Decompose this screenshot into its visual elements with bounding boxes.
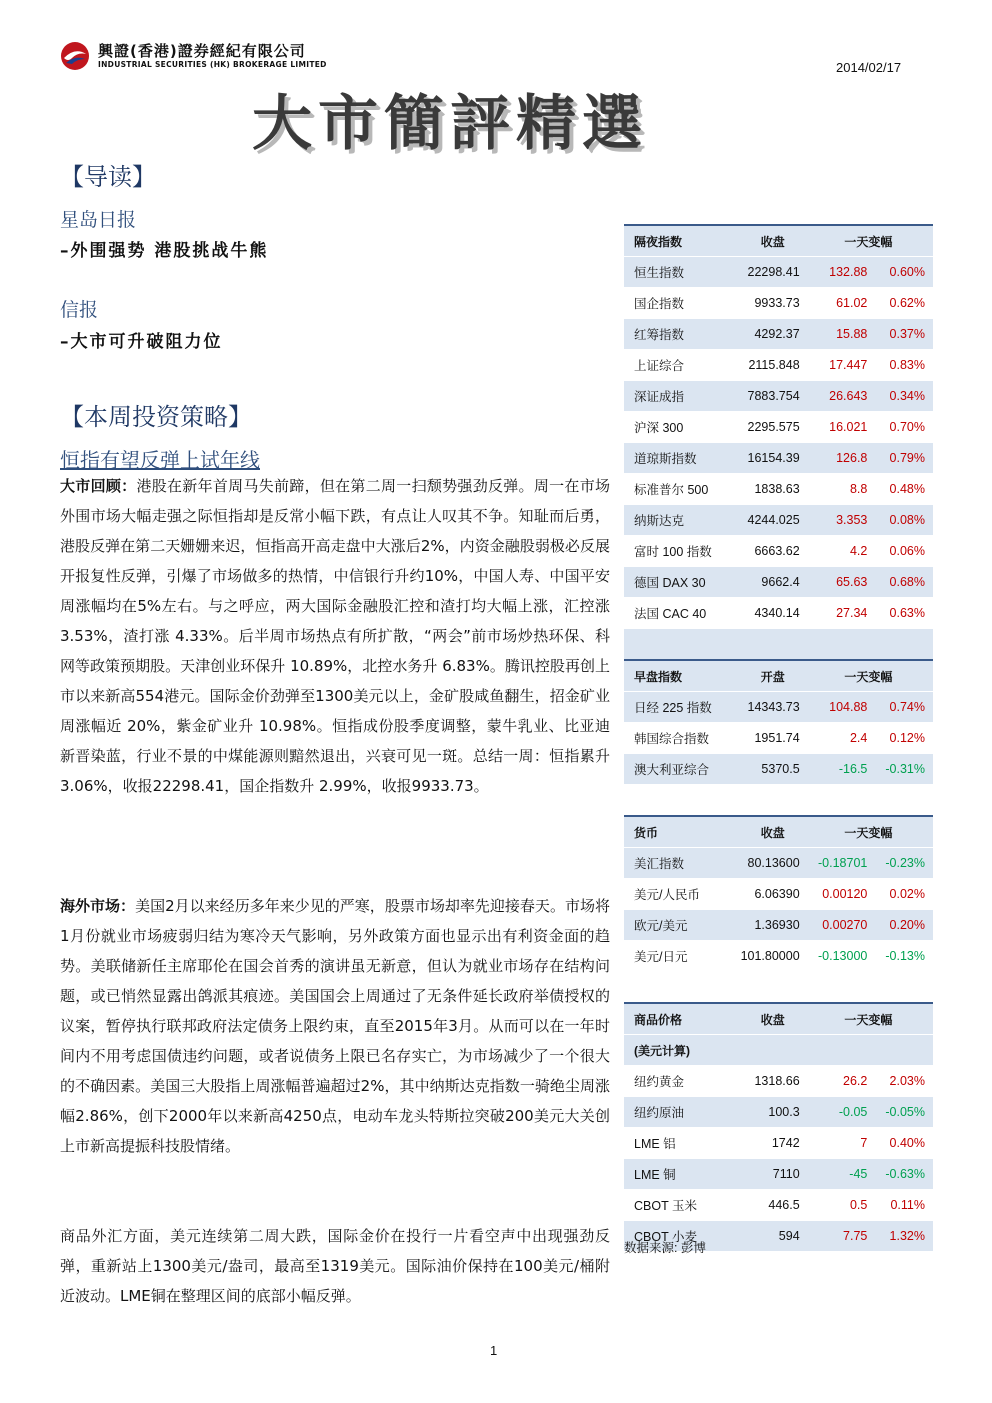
table-row [624, 910, 933, 941]
row-name: 欧元/美元 [624, 910, 736, 941]
table-header-value: 收盘 [736, 1003, 810, 1035]
row-value: 2115.848 [736, 350, 810, 381]
table-row [624, 536, 933, 567]
row-name: 德国 DAX 30 [624, 567, 736, 598]
table-row [624, 941, 933, 972]
table-header-name: 商品价格 [624, 1003, 736, 1035]
row-change: 3.353 [810, 505, 874, 536]
table-header-name: 货币 [624, 816, 736, 848]
row-change-pct: -0.13% [873, 941, 933, 972]
row-value: 446.5 [736, 1190, 810, 1221]
row-name: 富时 100 指数 [624, 536, 736, 567]
table-row [624, 412, 933, 443]
page-title: 大市簡評精選 [252, 89, 648, 159]
row-name: 道琼斯指数 [624, 443, 736, 474]
row-change-pct: 0.48% [873, 474, 933, 505]
row-name: 美元/人民币 [624, 879, 736, 910]
row-name: 恒生指数 [624, 257, 736, 288]
table-header-change: 一天变幅 [810, 816, 933, 848]
row-value: 5370.5 [736, 754, 810, 785]
row-change-pct: 0.02% [873, 879, 933, 910]
row-name: 韩国综合指数 [624, 723, 736, 754]
row-value: 16154.39 [736, 443, 810, 474]
guide-headline-2: –大市可升破阻力位 [60, 332, 223, 352]
row-name: LME 铜 [624, 1159, 736, 1190]
page-number: 1 [490, 1343, 498, 1358]
row-value: 80.13600 [736, 848, 810, 879]
row-change-pct: 0.74% [873, 692, 933, 723]
row-value: 1951.74 [736, 723, 810, 754]
table-subheader: (美元计算) [624, 1035, 933, 1066]
row-change-pct: 0.06% [873, 536, 933, 567]
table-row [624, 692, 933, 723]
row-name: 标准普尔 500 [624, 474, 736, 505]
row-change-pct: 0.79% [873, 443, 933, 474]
row-value: 594 [736, 1221, 810, 1252]
row-value: 100.3 [736, 1097, 810, 1128]
row-value: 101.80000 [736, 941, 810, 972]
row-change: 61.02 [810, 288, 874, 319]
row-name: 上证综合 [624, 350, 736, 381]
table-header-change: 一天变幅 [810, 225, 933, 257]
row-change: 8.8 [810, 474, 874, 505]
row-change: -0.05 [810, 1097, 874, 1128]
row-change: -16.5 [810, 754, 874, 785]
row-change-pct: 0.11% [873, 1190, 933, 1221]
row-change-pct: -0.63% [873, 1159, 933, 1190]
table-header-row [624, 660, 933, 692]
row-change-pct: 0.20% [873, 910, 933, 941]
row-change: 15.88 [810, 319, 874, 350]
table-header-value: 开盘 [736, 660, 810, 692]
table-row [624, 879, 933, 910]
row-name: 纳斯达克 [624, 505, 736, 536]
row-change: 126.8 [810, 443, 874, 474]
overseas-market-label: 海外市场： [60, 897, 136, 915]
commodity-fx-paragraph [60, 1221, 610, 1311]
overseas-market-text: 美国2月以来经历多年来少见的严寒，股票市场却率先迎接春天。市场将1月份就业市场疲弱归结为寒冷天气影响，另外政策方面也显示出有利资金面的趋势。美联储新任主席耶伦在国会首秀的演讲虽无新意，但认为就业市场存在结构问题，或已悄然显露出鸽派其痕迹。美国国会上周通过了无条件延长政府举债授权的议案，暂停执行联邦政府法定债务上限约束，直至2015年3月。从而可以在一年时间内不用考虑国债违约问题，或者说债务上限已名存实亡，为市场减少了一个很大的不确因素。美国三大股指上周涨幅普遍超过2%，其中纳斯达克指数一骑绝尘周涨幅2.86%，创下2000年以来新高4250点，电动车龙头特斯拉突破200美元大关创上市新高提振科技股情绪。 [60, 897, 610, 1155]
table-row [624, 848, 933, 879]
row-value: 6663.62 [736, 536, 810, 567]
table-row [624, 288, 933, 319]
table-header-row [624, 816, 933, 848]
row-change-pct: 0.12% [873, 723, 933, 754]
row-change-pct: 0.63% [873, 598, 933, 629]
table-row [624, 1190, 933, 1221]
table-spacer [624, 972, 933, 1004]
row-change: 27.34 [810, 598, 874, 629]
table-subheader-row [624, 1035, 933, 1066]
row-change: 16.021 [810, 412, 874, 443]
row-value: 9662.4 [736, 567, 810, 598]
row-value: 7110 [736, 1159, 810, 1190]
row-name: 日经 225 指数 [624, 692, 736, 723]
row-change: 132.88 [810, 257, 874, 288]
table-spacer [624, 629, 933, 661]
guide-source-1: 星岛日报 [60, 209, 137, 231]
row-value: 2295.575 [736, 412, 810, 443]
row-change: 104.88 [810, 692, 874, 723]
row-change: 7.75 [810, 1221, 874, 1252]
table-row [624, 723, 933, 754]
market-review-paragraph [60, 471, 610, 801]
market-data-table [624, 224, 933, 1252]
row-change: 26.2 [810, 1066, 874, 1097]
row-name: CBOT 玉米 [624, 1190, 736, 1221]
row-change-pct: 0.62% [873, 288, 933, 319]
strategy-subhead: 恒指有望反弹上试年线 [60, 448, 260, 472]
table-row [624, 257, 933, 288]
market-review-label: 大市回顾： [60, 477, 137, 495]
table-row [624, 443, 933, 474]
company-name-cn: 興證(香港)證券經紀有限公司 [98, 42, 306, 60]
table-header-row [624, 1003, 933, 1035]
row-value: 22298.41 [736, 257, 810, 288]
row-change-pct: 0.83% [873, 350, 933, 381]
row-change-pct: -0.23% [873, 848, 933, 879]
row-value: 1838.63 [736, 474, 810, 505]
row-value: 9933.73 [736, 288, 810, 319]
row-change-pct: -0.05% [873, 1097, 933, 1128]
table-row [624, 474, 933, 505]
row-change-pct: 2.03% [873, 1066, 933, 1097]
table-row [624, 505, 933, 536]
row-change: -0.18701 [810, 848, 874, 879]
row-name: 深证成指 [624, 381, 736, 412]
row-name: 纽约原油 [624, 1097, 736, 1128]
row-change-pct: 0.40% [873, 1128, 933, 1159]
row-name: 沪深 300 [624, 412, 736, 443]
table-header-row [624, 225, 933, 257]
row-change: 17.447 [810, 350, 874, 381]
row-change-pct: 0.70% [873, 412, 933, 443]
row-change: 0.5 [810, 1190, 874, 1221]
table-header-value: 收盘 [736, 225, 810, 257]
data-source: 数据来源: 彭博 [624, 1241, 706, 1255]
row-value: 14343.73 [736, 692, 810, 723]
table-row [624, 754, 933, 785]
row-value: 1742 [736, 1128, 810, 1159]
row-value: 4292.37 [736, 319, 810, 350]
row-name: LME 铝 [624, 1128, 736, 1159]
row-value: 1.36930 [736, 910, 810, 941]
row-change: 4.2 [810, 536, 874, 567]
guide-source-2: 信报 [60, 299, 99, 321]
table-header-change: 一天变幅 [810, 660, 933, 692]
row-name: 红筹指数 [624, 319, 736, 350]
table-row [624, 350, 933, 381]
table-row [624, 1128, 933, 1159]
row-name: CBOT 小麦 [624, 1221, 736, 1252]
company-name-en: INDUSTRIAL SECURITIES (HK) BROKERAGE LIMITED [98, 60, 327, 69]
commodity-fx-text: 商品外汇方面，美元连续第二周大跌，国际金价在投行一片看空声中出现强劲反弹，重新站上1300美元/盎司，最高至1319美元。国际油价保持在100美元/桶附近波动。LME铜在整理区间的底部小幅反弹。 [60, 1227, 610, 1305]
row-change: 2.4 [810, 723, 874, 754]
row-value: 7883.754 [736, 381, 810, 412]
row-name: 澳大利亚综合 [624, 754, 736, 785]
table-row [624, 319, 933, 350]
row-change: -45 [810, 1159, 874, 1190]
row-value: 4244.025 [736, 505, 810, 536]
row-change: 65.63 [810, 567, 874, 598]
table-header-name: 早盘指数 [624, 660, 736, 692]
guide-headline-1: –外围强势 港股挑战牛熊 [60, 241, 269, 261]
table-header-name: 隔夜指数 [624, 225, 736, 257]
market-review-text: 港股在新年首周马失前蹄，但在第二周一扫颓势强劲反弹。周一在市场外围市场大幅走强之际恒指却是反常小幅下跌，有点让人叹其不争。知耻而后勇，港股反弹在第二天姗姗来迟，恒指高开高走盘中大涨后2%，内资金融股弱极必反展开报复性反弹，引爆了市场做多的热情，中信银行升约10%，中国人寿、中国平安周涨幅均在5%左右。与之呼应，两大国际金融股汇控和渣打均大幅上涨，汇控涨 3.53%，渣打涨 4.33%。后半周市场热点有所扩散，“两会”前市场炒热环保、科网等政策预期股。天津创业环保升 10.89%，北控水务升 6.83%。腾讯控股再创上市以来新高554港元。国际金价劲弹至1300美元以上，金矿股咸鱼翻生，招金矿业周涨幅近 20%，紫金矿业升 10.98%。恒指成份股季度调整，蒙牛乳业、比亚迪新晋染蓝，行业不景的中煤能源则黯然退出，兴衰可见一斑。总结一周：恒指累升 3.06%，收报22298.41，国企指数升 2.99%，收报9933.73。 [60, 477, 610, 795]
row-change-pct: 1.32% [873, 1221, 933, 1252]
row-change-pct: 0.34% [873, 381, 933, 412]
table-row [624, 1097, 933, 1128]
company-logo [60, 40, 360, 72]
row-value: 4340.14 [736, 598, 810, 629]
strategy-heading: 【本周投资策略】 [60, 403, 252, 431]
row-name: 美元/日元 [624, 941, 736, 972]
table-spacer [624, 785, 933, 817]
row-name: 美汇指数 [624, 848, 736, 879]
row-name: 纽约黄金 [624, 1066, 736, 1097]
row-change-pct: 0.37% [873, 319, 933, 350]
row-change-pct: 0.68% [873, 567, 933, 598]
overseas-market-paragraph [60, 891, 610, 1161]
company-logo-icon [60, 41, 90, 71]
table-header-value: 收盘 [736, 816, 810, 848]
row-change-pct: 0.08% [873, 505, 933, 536]
row-change: -0.13000 [810, 941, 874, 972]
row-change: 0.00270 [810, 910, 874, 941]
row-name: 法国 CAC 40 [624, 598, 736, 629]
row-value: 6.06390 [736, 879, 810, 910]
report-date: 2014/02/17 [836, 60, 902, 75]
table-row [624, 381, 933, 412]
table-row [624, 1066, 933, 1097]
row-change-pct: 0.60% [873, 257, 933, 288]
row-change: 26.643 [810, 381, 874, 412]
row-change: 0.00120 [810, 879, 874, 910]
table-row [624, 1159, 933, 1190]
row-name: 国企指数 [624, 288, 736, 319]
guide-heading: 【导读】 [60, 163, 156, 191]
table-row [624, 598, 933, 629]
table-row [624, 567, 933, 598]
row-change: 7 [810, 1128, 874, 1159]
row-change-pct: -0.31% [873, 754, 933, 785]
market-data-panel [624, 224, 933, 1252]
table-header-change: 一天变幅 [810, 1003, 933, 1035]
row-value: 1318.66 [736, 1066, 810, 1097]
